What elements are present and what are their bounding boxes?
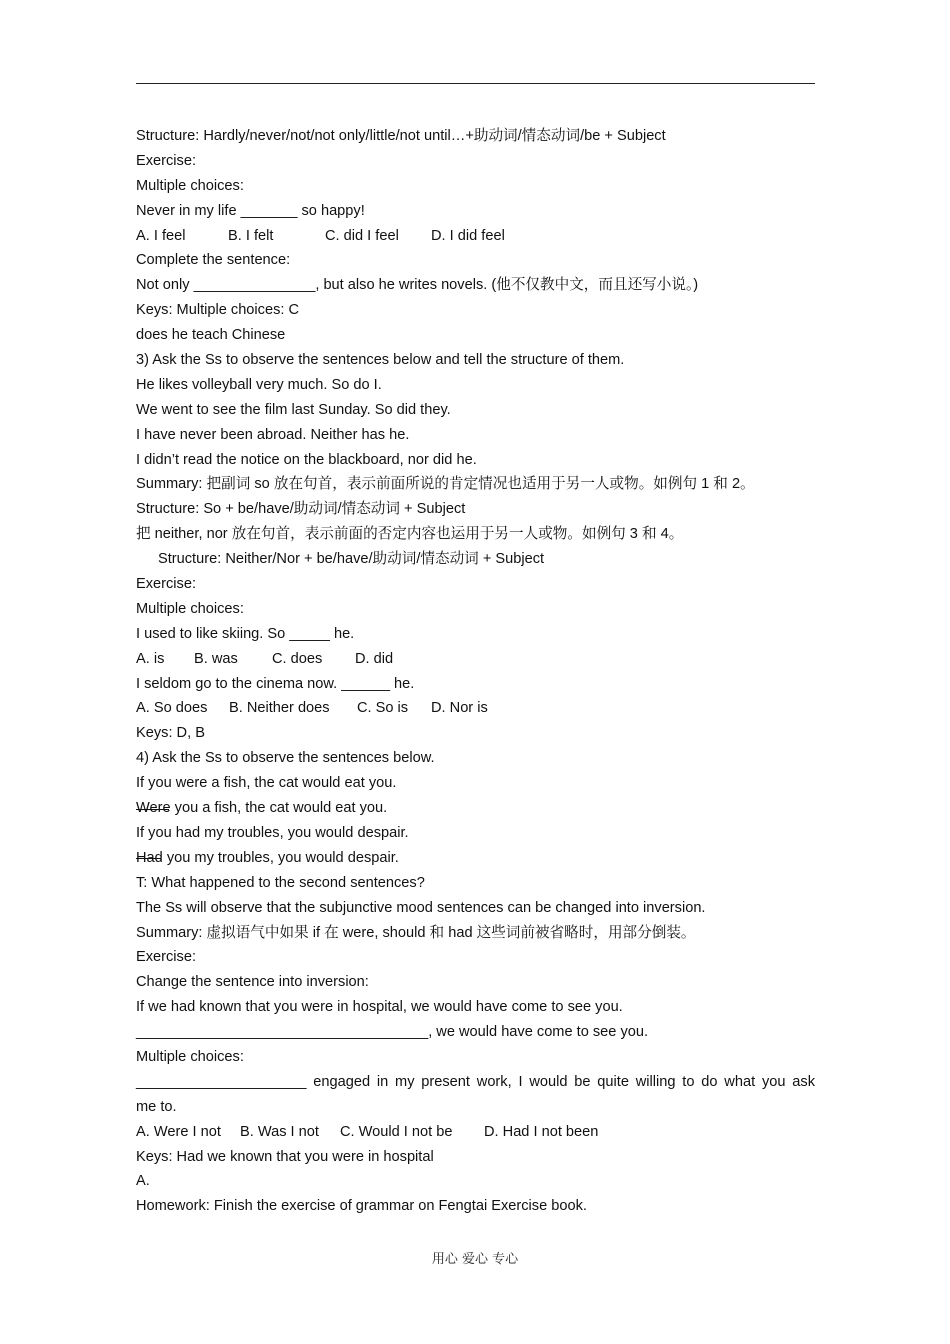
question-line: _____________________ engaged in my present work, I would be quite willing to do what you ask <box>136 1073 815 1090</box>
option-d: D. Had I not been <box>484 1123 599 1140</box>
exercise-heading: Exercise: <box>136 576 197 593</box>
option-d: D. did <box>355 650 394 667</box>
summary-line: 把 neither, nor 放在句首，表示前面的否定内容也运用于另一人或物。如例句 3 和 4。 <box>136 526 684 543</box>
summary-line: Summary: 把副词 so 放在句首，表示前面所说的肯定情况也适用于另一人或物。如例句 1 和 2。 <box>136 476 755 493</box>
struck-word: Were <box>136 796 171 821</box>
options-line <box>136 1120 815 1145</box>
instruction-line: Change the sentence into inversion: <box>136 974 369 991</box>
option-a: A. Were I not <box>136 1123 221 1140</box>
struck-word: Had <box>136 846 163 871</box>
option-b: B. Neither does <box>229 700 330 717</box>
question-line: I used to like skiing. So _____ he. <box>136 625 355 642</box>
question-line-continued: me to. <box>136 1098 177 1115</box>
answer-blank-line: ____________________________________, we would have come to see you. <box>136 1024 649 1041</box>
question-line: Not only _______________, but also he writes novels. (他不仅教中文，而且还写小说。) <box>136 277 699 294</box>
multiple-choices-heading: Multiple choices: <box>136 177 244 194</box>
sentence-rest: you a fish, the cat would eat you. <box>170 800 388 817</box>
option-d: D. I did feel <box>431 227 505 244</box>
structure-line: Structure: Neither/Nor + be/have/助动词/情态动词 + Subject <box>158 551 545 568</box>
document-body <box>136 124 815 1219</box>
option-b: B. I felt <box>228 227 274 244</box>
example-sentence: He likes volleyball very much. So do I. <box>136 376 382 393</box>
observation-line: The Ss will observe that the subjunctive mood sentences can be changed into inversion. <box>136 899 706 916</box>
exercise-heading: Exercise: <box>136 152 197 169</box>
option-a: A. I feel <box>136 227 186 244</box>
option-a: A. So does <box>136 700 208 717</box>
option-a: A. is <box>136 650 165 667</box>
keys-line: Keys: Multiple choices: C <box>136 302 300 319</box>
teacher-question: T: What happened to the second sentences? <box>136 874 425 891</box>
option-b: B. Was I not <box>240 1123 319 1140</box>
header-rule <box>136 83 815 84</box>
options-line <box>136 696 815 721</box>
example-sentence: If you were a fish, the cat would eat you. <box>136 775 397 792</box>
example-sentence: I didn’t read the notice on the blackboard, nor did he. <box>136 451 477 468</box>
step-heading: 4) Ask the Ss to observe the sentences below. <box>136 750 435 767</box>
summary-line: Summary: 虚拟语气中如果 if 在 were, should 和 had 这些词前被省略时，用部分倒装。 <box>136 924 696 941</box>
option-c: C. did I feel <box>325 227 399 244</box>
example-sentence <box>136 796 815 821</box>
page-footer: 用心 爱心 专心 <box>431 1252 519 1267</box>
option-d: D. Nor is <box>431 700 488 717</box>
options-line <box>136 647 815 672</box>
keys-line: Keys: Had we known that you were in hospital <box>136 1148 434 1165</box>
example-sentence: If you had my troubles, you would despair. <box>136 824 409 841</box>
multiple-choices-heading: Multiple choices: <box>136 1048 244 1065</box>
keys-line: Keys: D, B <box>136 725 205 742</box>
option-c: C. So is <box>357 700 409 717</box>
example-sentence: I have never been abroad. Neither has he. <box>136 426 410 443</box>
example-sentence: We went to see the film last Sunday. So did they. <box>136 401 451 418</box>
complete-sentence-heading: Complete the sentence: <box>136 252 291 269</box>
question-line: If we had known that you were in hospital, we would have come to see you. <box>136 999 623 1016</box>
structure-line: Structure: So + be/have/助动词/情态动词 + Subject <box>136 501 466 518</box>
homework-line: Homework: Finish the exercise of grammar on Fengtai Exercise book. <box>136 1198 587 1215</box>
answer-line: does he teach Chinese <box>136 327 286 344</box>
multiple-choices-heading: Multiple choices: <box>136 600 244 617</box>
option-c: C. does <box>272 650 323 667</box>
options-line <box>136 224 815 249</box>
example-sentence <box>136 846 815 871</box>
option-b: B. was <box>194 650 238 667</box>
option-c: C. Would I not be <box>340 1123 453 1140</box>
structure-line: Structure: Hardly/never/not/not only/little/not until…+助动词/情态动词/be + Subject <box>136 128 666 144</box>
answer-line: A. <box>136 1173 150 1190</box>
question-line: I seldom go to the cinema now. ______ he. <box>136 675 415 692</box>
question-line: Never in my life _______ so happy! <box>136 202 365 219</box>
sentence-rest: you my troubles, you would despair. <box>162 849 399 866</box>
step-heading: 3) Ask the Ss to observe the sentences below and tell the structure of them. <box>136 352 625 369</box>
exercise-heading: Exercise: <box>136 949 197 966</box>
